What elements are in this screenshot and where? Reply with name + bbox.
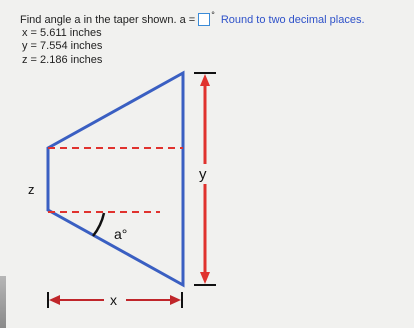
x-arrow-left	[49, 295, 60, 305]
y-arrow-down	[200, 272, 210, 284]
taper-outline	[48, 73, 183, 285]
y-arrow-up	[200, 74, 210, 86]
question-text: Find angle a in the taper shown. a =	[20, 14, 196, 26]
x-arrow-right	[170, 295, 181, 305]
rounding-instruction: Round to two decimal places.	[220, 14, 365, 26]
z-label: z	[28, 182, 35, 197]
given-y: y = 7.554 inches	[22, 40, 103, 52]
x-label: x	[110, 292, 117, 308]
left-scrollbar[interactable]	[0, 276, 6, 328]
y-label: y	[199, 166, 207, 183]
angle-arc	[93, 213, 104, 236]
given-z: z = 2.186 inches	[22, 54, 103, 66]
given-x: x = 5.611 inches	[22, 27, 102, 39]
angle-label: a°	[114, 226, 128, 242]
degree-symbol: °	[211, 10, 215, 20]
